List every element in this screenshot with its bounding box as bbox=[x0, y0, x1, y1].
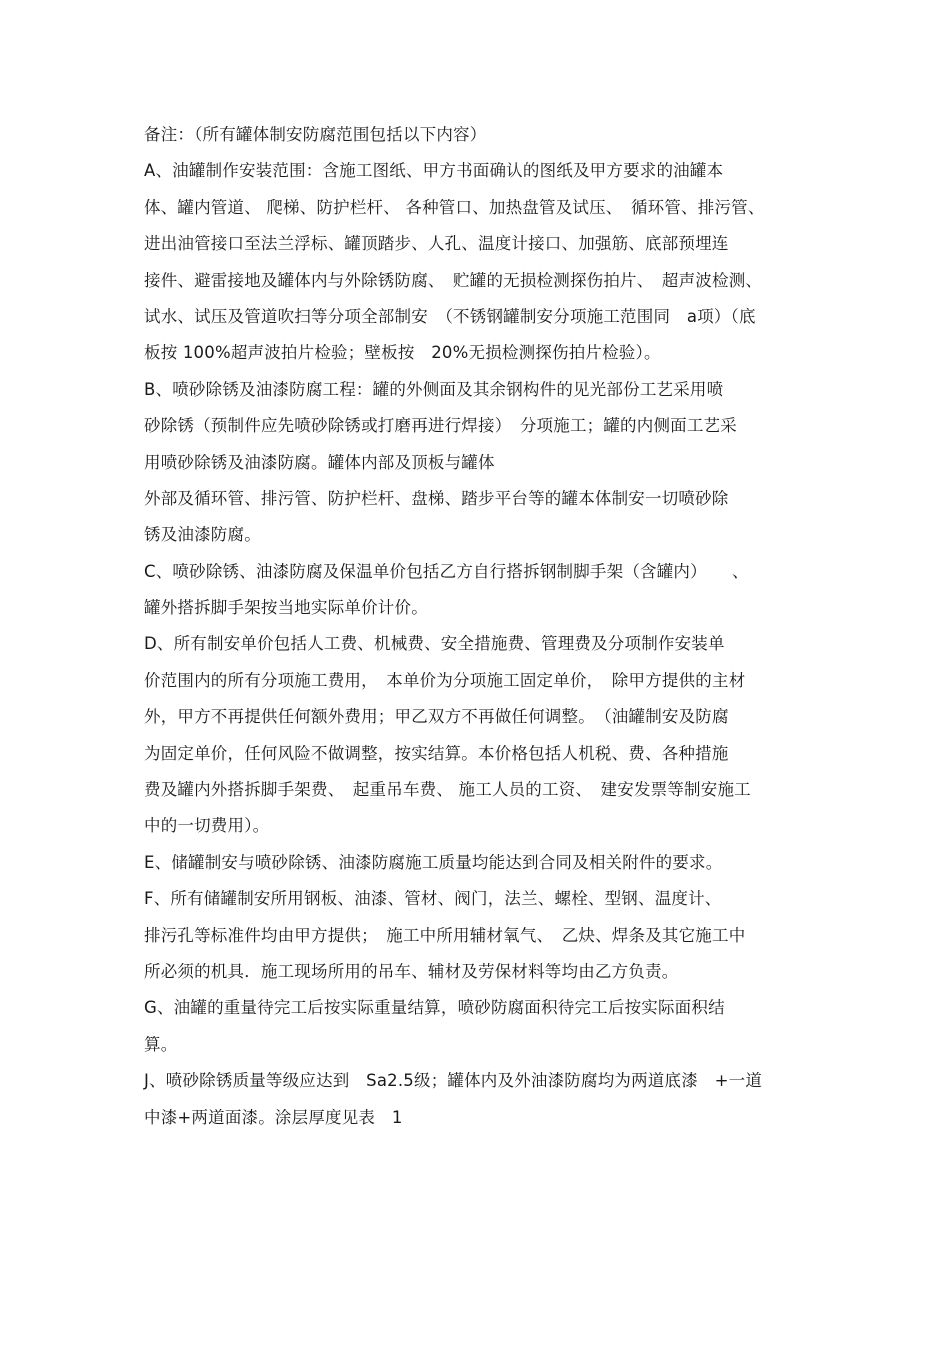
section-d-line-4: 为固定单价，任何风险不做调整，按实结算。本价格包括人机税、费、各种措施 bbox=[144, 743, 729, 763]
section-d-line-6: 中的一切费用）。 bbox=[144, 816, 270, 836]
section-a-line-4: 接件、避雷接地及罐体内与外除锈防腐、 贮罐的无损检测探伤拍片、 超声波检测、 bbox=[144, 270, 763, 290]
section-f-line-1: F、所有储罐制安所用钢板、油漆、管材、阀门，法兰、螺栓、型钢、温度计、 bbox=[144, 889, 722, 909]
section-a-line-3: 进出油管接口至法兰浮标、罐顶踏步、人孔、温度计接口、加强筋、底部预埋连 bbox=[144, 234, 729, 254]
section-f-line-2: 排污孔等标准件均由甲方提供； 施工中所用辅材氧气、 乙炔、焊条及其它施工中 bbox=[144, 925, 746, 945]
section-c-line-1: C、喷砂除锈、油漆防腐及保温单价包括乙方自行搭拆钢制脚手架（含罐内） 、 bbox=[144, 561, 749, 581]
section-d-line-2: 价范围内的所有分项施工费用， 本单价为分项施工固定单价， 除甲方提供的主材 bbox=[144, 670, 746, 690]
section-g-line-2: 算。 bbox=[144, 1034, 178, 1054]
document-body bbox=[144, 122, 814, 1141]
section-a-line-2: 体、罐内管道、 爬梯、防护栏杆、 各种管口、加热盘管及试压、 循环管、排污管、 bbox=[144, 197, 765, 217]
section-b-line-1: B、喷砂除锈及油漆防腐工程：罐的外侧面及其余钢构件的见光部份工艺采用喷 bbox=[144, 379, 724, 399]
section-b-line-3: 用喷砂除锈及油漆防腐。罐体内部及顶板与罐体 bbox=[144, 452, 495, 472]
section-g-line-1: G、油罐的重量待完工后按实际重量结算，喷砂防腐面积待完工后按实际面积结 bbox=[144, 998, 725, 1018]
section-b-line-2: 砂除锈（预制件应先喷砂除锈或打磨再进行焊接） 分项施工；罐的内侧面工艺采 bbox=[144, 416, 737, 436]
section-e-line-1: E、储罐制安与喷砂除锈、油漆防腐施工质量均能达到合同及相关附件的要求。 bbox=[144, 852, 723, 872]
section-a-line-6: 板按 100%超声波拍片检验；壁板按 20%无损检测探伤拍片检验）。 bbox=[144, 343, 661, 363]
section-j-line-2: 中漆+两道面漆。涂层厚度见表 1 bbox=[144, 1107, 403, 1127]
section-b-line-4: 外部及循环管、排污管、防护栏杆、盘梯、踏步平台等的罐本体制安一切喷砂除 bbox=[144, 488, 729, 508]
section-d-line-5: 费及罐内外搭拆脚手架费、 起重吊车费、 施工人员的工资、 建安发票等制安施工 bbox=[144, 780, 751, 800]
section-a-line-1: A、油罐制作安装范围：含施工图纸、甲方书面确认的图纸及甲方要求的油罐本 bbox=[144, 161, 724, 181]
section-a-line-5: 试水、试压及管道吹扫等分项全部制安 （不锈钢罐制安分项施工范围同 a项）（底 bbox=[144, 306, 756, 326]
section-d-line-1: D、所有制安单价包括人工费、机械费、安全措施费、管理费及分项制作安装单 bbox=[144, 634, 725, 654]
section-f-line-3: 所必须的机具．施工现场所用的吊车、辅材及劳保材料等均由乙方负责。 bbox=[144, 961, 679, 981]
section-c-line-2: 罐外搭拆脚手架按当地实际单价计价。 bbox=[144, 598, 428, 618]
section-b-line-5: 锈及油漆防腐。 bbox=[144, 525, 261, 545]
note-heading: 备注：（所有罐体制安防腐范围包括以下内容） bbox=[144, 125, 487, 144]
section-j-line-1: J、喷砂除锈质量等级应达到 Sa2.5级；罐体内及外油漆防腐均为两道底漆 +一道 bbox=[144, 1071, 763, 1091]
section-d-line-3: 外，甲方不再提供任何额外费用；甲乙双方不再做任何调整。 （油罐制安及防腐 bbox=[144, 707, 729, 727]
